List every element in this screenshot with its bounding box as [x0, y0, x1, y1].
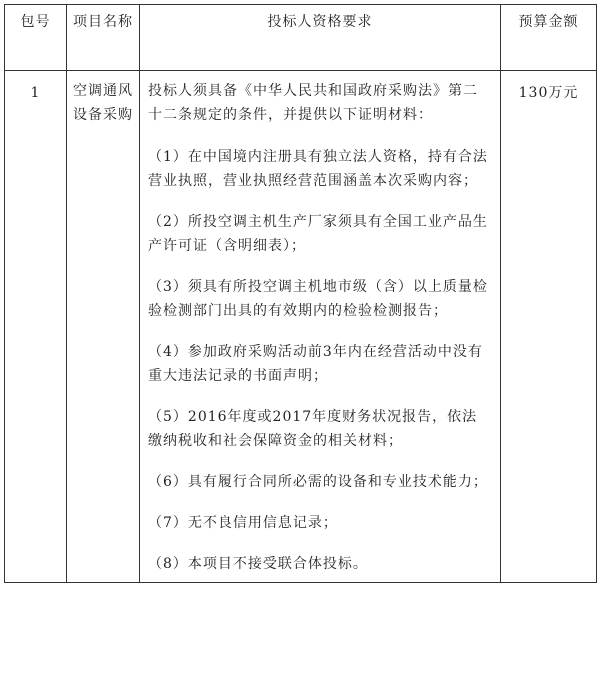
header-requirements: 投标人资格要求 — [140, 5, 501, 71]
budget-cell: 130万元 — [501, 71, 597, 583]
header-budget: 预算金额 — [501, 5, 597, 71]
requirements-intro: 投标人须具备《中华人民共和国政府采购法》第二十二条规定的条件，并提供以下证明材料： — [148, 83, 478, 123]
header-package-no: 包号 — [5, 5, 67, 71]
requirement-item-2: （2）所投空调主机生产厂家须具有全国工业产品生产许可证（含明细表）； — [148, 214, 488, 254]
requirement-item-6: （6）具有履行合同所必需的设备和专业技术能力； — [148, 474, 488, 490]
requirement-item-7: （7）无不良信用信息记录； — [148, 515, 338, 531]
requirement-item-8: （8）本项目不接受联合体投标。 — [148, 556, 368, 572]
project-name-cell: 空调通风设备采购 — [67, 71, 140, 583]
package-no-cell: 1 — [5, 71, 67, 583]
header-row — [5, 5, 597, 71]
requirement-item-1: （1）在中国境内注册具有独立法人资格，持有合法营业执照，营业执照经营范围涵盖本次采购内容； — [148, 149, 488, 189]
requirements-cell — [140, 71, 501, 583]
requirement-item-4: （4）参加政府采购活动前3年内在经营活动中没有重大违法记录的书面声明； — [148, 344, 483, 384]
table-row — [5, 71, 597, 583]
requirement-item-3: （3）须具有所投空调主机地市级（含）以上质量检验检测部门出具的有效期内的检验检测报告； — [148, 279, 488, 319]
qualification-table — [4, 4, 597, 583]
header-project-name: 项目名称 — [67, 5, 140, 71]
requirement-item-5: （5）2016年度或2017年度财务状况报告，依法缴纳税收和社会保障资金的相关材料； — [148, 409, 478, 449]
